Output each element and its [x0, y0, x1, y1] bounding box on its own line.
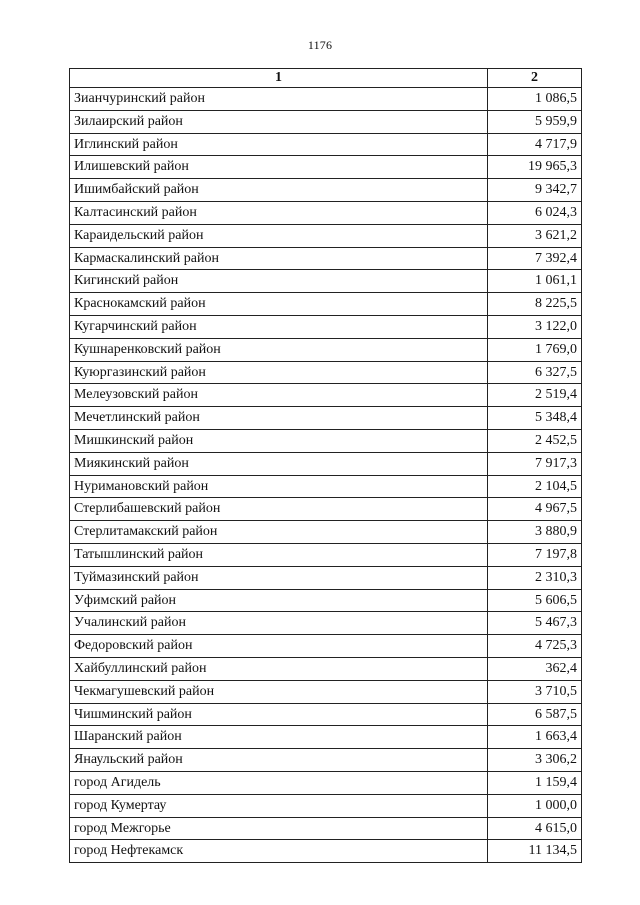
- amount-cell: 7 392,4: [488, 247, 582, 270]
- table-row: [70, 179, 582, 202]
- table-row: [70, 270, 582, 293]
- amount-cell: 6 024,3: [488, 201, 582, 224]
- district-name-cell: Уфимский район: [70, 589, 488, 612]
- district-name-cell: Шаранский район: [70, 726, 488, 749]
- table-row: [70, 612, 582, 635]
- amount-cell: 1 663,4: [488, 726, 582, 749]
- district-name-cell: Нуримановский район: [70, 475, 488, 498]
- table-row: [70, 794, 582, 817]
- table-row: [70, 293, 582, 316]
- table-row: [70, 703, 582, 726]
- district-name-cell: город Кумертау: [70, 794, 488, 817]
- amount-cell: 5 959,9: [488, 110, 582, 133]
- table-row: [70, 566, 582, 589]
- amount-cell: 3 122,0: [488, 315, 582, 338]
- table-row: [70, 521, 582, 544]
- district-name-cell: Учалинский район: [70, 612, 488, 635]
- table-row: [70, 384, 582, 407]
- district-name-cell: Кушнаренковский район: [70, 338, 488, 361]
- table-row: [70, 589, 582, 612]
- column-header-name: 1: [70, 69, 488, 88]
- amount-cell: 4 615,0: [488, 817, 582, 840]
- amount-cell: 1 061,1: [488, 270, 582, 293]
- page-number: 1176: [307, 38, 333, 52]
- amount-cell: 8 225,5: [488, 293, 582, 316]
- district-name-cell: Чекмагушевский район: [70, 680, 488, 703]
- district-name-cell: Федоровский район: [70, 635, 488, 658]
- table-row: [70, 224, 582, 247]
- table-row: [70, 635, 582, 658]
- district-name-cell: Ишимбайский район: [70, 179, 488, 202]
- district-name-cell: Караидельский район: [70, 224, 488, 247]
- table-row: [70, 771, 582, 794]
- district-name-cell: Стерлибашевский район: [70, 498, 488, 521]
- amount-cell: 6 587,5: [488, 703, 582, 726]
- amount-cell: 7 917,3: [488, 452, 582, 475]
- table-row: [70, 338, 582, 361]
- district-name-cell: Кугарчинский район: [70, 315, 488, 338]
- table-row: [70, 133, 582, 156]
- district-name-cell: Зианчуринский район: [70, 88, 488, 111]
- amount-cell: 1 086,5: [488, 88, 582, 111]
- district-name-cell: Кигинский район: [70, 270, 488, 293]
- amount-cell: 7 197,8: [488, 543, 582, 566]
- column-header-value: 2: [488, 69, 582, 88]
- district-name-cell: Хайбуллинский район: [70, 657, 488, 680]
- district-name-cell: город Агидель: [70, 771, 488, 794]
- district-name-cell: Илишевский район: [70, 156, 488, 179]
- district-name-cell: Зилаирский район: [70, 110, 488, 133]
- district-name-cell: Мечетлинский район: [70, 407, 488, 430]
- table-row: [70, 88, 582, 111]
- table-row: [70, 749, 582, 772]
- amount-cell: 19 965,3: [488, 156, 582, 179]
- table-row: [70, 840, 582, 863]
- district-name-cell: Кармаскалинский район: [70, 247, 488, 270]
- table-row: [70, 361, 582, 384]
- table-row: [70, 452, 582, 475]
- district-name-cell: Туймазинский район: [70, 566, 488, 589]
- amount-cell: 3 880,9: [488, 521, 582, 544]
- district-name-cell: Мелеузовский район: [70, 384, 488, 407]
- district-name-cell: Миякинский район: [70, 452, 488, 475]
- amount-cell: 1 000,0: [488, 794, 582, 817]
- table-row: [70, 817, 582, 840]
- district-name-cell: Янаульский район: [70, 749, 488, 772]
- district-name-cell: город Нефтекамск: [70, 840, 488, 863]
- amount-cell: 5 348,4: [488, 407, 582, 430]
- amount-cell: 1 769,0: [488, 338, 582, 361]
- district-name-cell: Чишминский район: [70, 703, 488, 726]
- district-name-cell: Татышлинский район: [70, 543, 488, 566]
- amount-cell: 6 327,5: [488, 361, 582, 384]
- table-row: [70, 407, 582, 430]
- amount-cell: 5 606,5: [488, 589, 582, 612]
- district-name-cell: Куюргазинский район: [70, 361, 488, 384]
- district-name-cell: Мишкинский район: [70, 429, 488, 452]
- amount-cell: 2 452,5: [488, 429, 582, 452]
- amount-cell: 4 725,3: [488, 635, 582, 658]
- amount-cell: 4 967,5: [488, 498, 582, 521]
- amount-cell: 2 519,4: [488, 384, 582, 407]
- table-body: [70, 88, 582, 863]
- amount-cell: 2 104,5: [488, 475, 582, 498]
- table-row: [70, 475, 582, 498]
- amount-cell: 362,4: [488, 657, 582, 680]
- amount-cell: 3 710,5: [488, 680, 582, 703]
- district-name-cell: Стерлитамакский район: [70, 521, 488, 544]
- table-header-row: [70, 69, 582, 88]
- table-row: [70, 315, 582, 338]
- amount-cell: 4 717,9: [488, 133, 582, 156]
- table-row: [70, 110, 582, 133]
- table-row: [70, 498, 582, 521]
- table-row: [70, 429, 582, 452]
- data-table: [69, 68, 582, 863]
- table-row: [70, 201, 582, 224]
- table-row: [70, 543, 582, 566]
- table-row: [70, 680, 582, 703]
- district-name-cell: город Межгорье: [70, 817, 488, 840]
- table-row: [70, 726, 582, 749]
- amount-cell: 5 467,3: [488, 612, 582, 635]
- district-name-cell: Иглинский район: [70, 133, 488, 156]
- amount-cell: 11 134,5: [488, 840, 582, 863]
- table-row: [70, 657, 582, 680]
- amount-cell: 3 306,2: [488, 749, 582, 772]
- amount-cell: 2 310,3: [488, 566, 582, 589]
- table-row: [70, 156, 582, 179]
- district-name-cell: Калтасинский район: [70, 201, 488, 224]
- amount-cell: 9 342,7: [488, 179, 582, 202]
- district-name-cell: Краснокамский район: [70, 293, 488, 316]
- amount-cell: 3 621,2: [488, 224, 582, 247]
- amount-cell: 1 159,4: [488, 771, 582, 794]
- table-row: [70, 247, 582, 270]
